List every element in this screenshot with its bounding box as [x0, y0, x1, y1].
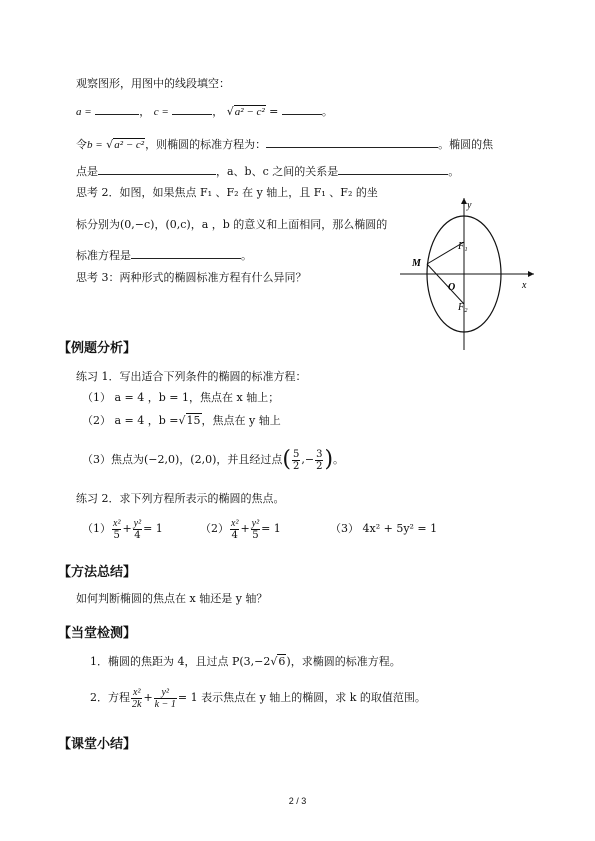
- think2-line2: 标分别为(0,−c)，(0,c)，a ，b 的意义和上面相同，那么椭圆的: [76, 218, 388, 231]
- label-y: y: [467, 200, 472, 211]
- segment-mf2: [427, 264, 464, 304]
- practice1-title: 练习 1．写出适合下列条件的椭圆的标准方程：: [76, 370, 307, 383]
- section-check: 【当堂检测】: [58, 626, 137, 641]
- think2-line1: 思考 2．如图，如果焦点 F₁ 、F₂ 在 y 轴上，且 F₁ 、F₂ 的坐: [76, 186, 378, 199]
- blank-sqrt[interactable]: [282, 103, 322, 115]
- check-item1: 1．椭圆的焦距为 4，且过点 P(3,−2√6)，求椭圆的标准方程。: [90, 655, 401, 668]
- label-f2: F₂: [458, 302, 468, 313]
- blank-y-axis-eq[interactable]: [131, 247, 241, 259]
- ellipse-figure: [392, 192, 542, 352]
- label-x: x: [522, 280, 527, 291]
- method-question: 如何判断椭圆的焦点在 x 轴还是 y 轴？: [76, 592, 268, 605]
- practice2-eq3: （3） 4x² + 5y² = 1: [330, 522, 438, 535]
- section-example: 【例题分析】: [58, 341, 137, 356]
- practice2-title: 练习 2．求下列方程所表示的椭圆的焦点。: [76, 492, 285, 505]
- practice2-eq2: （2） $\frac{\text{x²}}{4}$ + $\frac{\text{y²}}{5}$ = 1: [200, 517, 281, 541]
- practice1-item2: （2） a = 4 ，b =√15，焦点在 y 轴上: [82, 414, 281, 427]
- observe-prompt: 观察图形，用图中的线段填空：: [76, 77, 230, 90]
- blank-standard-eq[interactable]: [266, 136, 438, 148]
- label-m: M: [412, 258, 421, 269]
- section-method: 【方法总结】: [58, 565, 137, 580]
- practice1-item3: （3）焦点为(−2,0)，(2,0)，并且经过点( $\frac{5}{2}$ ,− $\frac{3}{2}$ )。: [82, 447, 345, 472]
- label-f1: F₁: [458, 241, 468, 252]
- practice1-item1: （1） a = 4 ，b = 1，焦点在 x 轴上；: [82, 391, 280, 404]
- blank-foci[interactable]: [98, 163, 216, 175]
- blank-c[interactable]: [172, 103, 212, 115]
- let-b-line2: 点是 ，a、b、c 之间的关系是 。: [76, 165, 460, 178]
- blank-relation[interactable]: [338, 163, 448, 175]
- blank-a[interactable]: [95, 103, 139, 115]
- observe-blanks: a = ， c = ， √a² − c² = 。: [76, 105, 333, 118]
- let-b-line: 令b = √a² − c²，则椭圆的标准方程为： 。椭圆的焦: [76, 138, 494, 151]
- x-axis-arrow: [528, 271, 534, 277]
- page-number: 2 / 3: [288, 796, 307, 806]
- think3-line: 思考 3：两种形式的椭圆标准方程有什么异同？: [76, 271, 307, 284]
- section-summary: 【课堂小结】: [58, 737, 137, 752]
- label-o: O: [448, 282, 456, 293]
- think2-line3: 标准方程是 。: [76, 249, 252, 262]
- practice2-eq1: （1） $\frac{\text{x²}}{5}$ + $\frac{\text{y²}}{4}$ = 1: [82, 517, 163, 541]
- check-item2: 2．方程 $\frac{\text{x²}}{2k}$ + $\frac{\text{y²}}{k - 1}$ = 1 表示焦点在 y 轴上的椭圆，求 k 的取值范围。: [90, 686, 426, 710]
